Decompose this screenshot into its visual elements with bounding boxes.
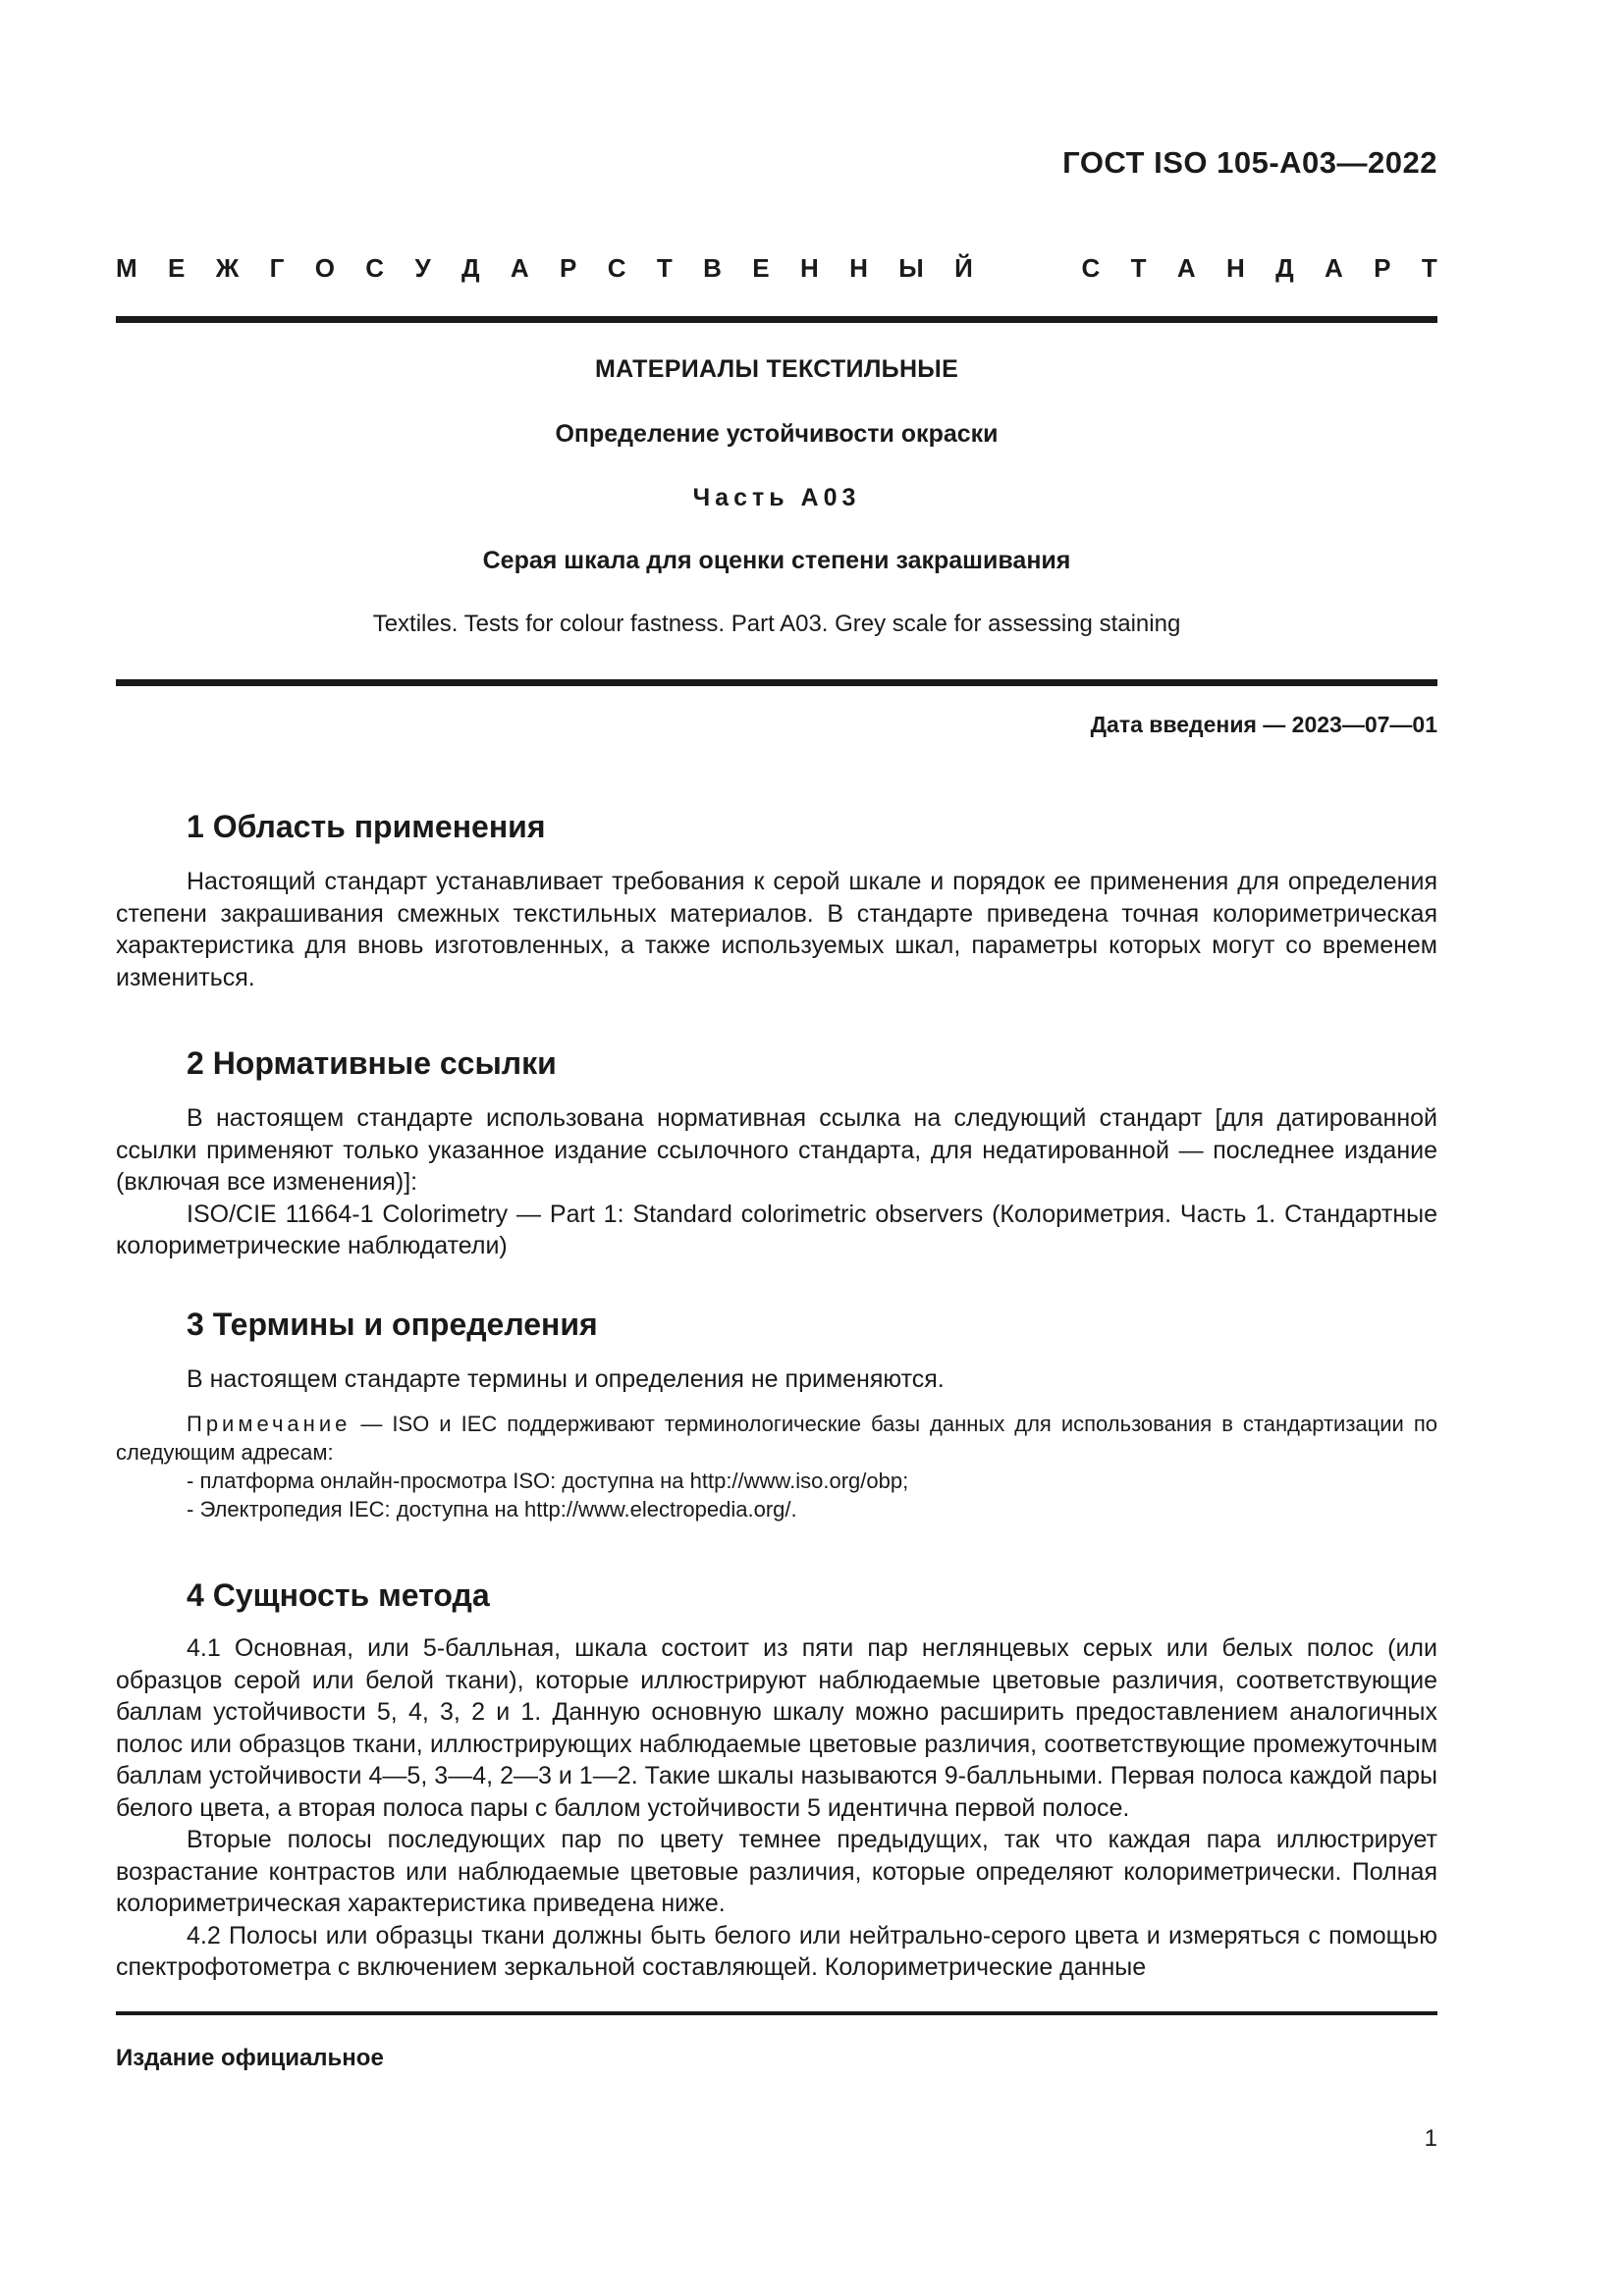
- banner-letter: Е: [752, 253, 770, 283]
- paragraph: В настоящем стандарте термины и определения не применяются.: [187, 1365, 945, 1393]
- banner-letter: Н: [1226, 253, 1245, 283]
- banner-letter: Р: [560, 253, 577, 283]
- introduction-date: Дата введения — 2023—07—01: [1090, 712, 1437, 737]
- note-list-item: - Электропедия IEC: доступна на http://www.electropedia.org/.: [187, 1496, 797, 1522]
- document-title: МАТЕРИАЛЫ ТЕКСТИЛЬНЫЕ: [594, 355, 959, 383]
- document-subtitle-2: Серая шкала для оценки степени закрашивания: [482, 547, 1071, 574]
- banner-letter: С: [1081, 253, 1101, 283]
- paragraph: Вторые полосы последующих пар по цвету темнее предыдущих, так что каждая пара иллюстрирует возрастание контрастов или наблюдаемые цветовые различия, которые определяют колориметрически. Полная колориметрическая характеристика приведена ниже.: [116, 1826, 1437, 1917]
- paragraph: 4.1 Основная, или 5-балльная, шкала состоит из пяти пар неглянцевых серых или белых полос (или образцов серой или белой ткани), которые иллюстрируют наблюдаемые цветовые различия, соответствующие баллам устойчивости 5, 4, 3, 2 и 1. Данную основную шкалу можно расширить предоставлением аналогичных полос или образцов ткани, иллюстрирующих наблюдаемые цветовые различия, соответствующие промежуточным баллам устойчивости 4—5, 3—4, 2—3 и 1—2. Такие шкалы называются 9-балльными. Первая полоса каждой пары белого цвета, а вторая полоса пары с баллом устойчивости 5 идентична первой полосе.: [116, 1634, 1437, 1822]
- banner-letter: А: [1176, 253, 1196, 283]
- banner-letter: У: [414, 253, 431, 283]
- document-subtitle: Определение устойчивости окраски: [555, 420, 999, 448]
- banner-word-gap: [1003, 253, 1051, 284]
- section-heading: 1 Область применения: [187, 809, 546, 844]
- official-edition-label: Издание официальное: [116, 2045, 384, 2071]
- banner-letter: Д: [1275, 253, 1294, 283]
- footer-divider: [116, 2011, 1437, 2015]
- banner-letter: Е: [168, 253, 186, 283]
- paragraph: 4.2 Полосы или образцы ткани должны быть белого или нейтрально-серого цвета и измеряться с помощью спектрофотометра с включением зеркальной составляющей. Колориметрические данные: [116, 1921, 1437, 1981]
- banner-letter: Р: [1374, 253, 1391, 283]
- banner-letter: Й: [954, 253, 973, 283]
- standard-code: ГОСТ ISO 105-A03—2022: [1062, 145, 1437, 180]
- note-text: — ISO и IEC поддерживают терминологические базы данных для использования в стандартизации по следующим адресам:: [116, 1411, 1437, 1465]
- section-method-essence: [116, 1575, 1437, 1984]
- banner-letter: Г: [269, 253, 285, 283]
- section-normative-references: [116, 1043, 1437, 1262]
- header-divider: [116, 316, 1437, 323]
- paragraph: Настоящий стандарт устанавливает требования к серой шкале и порядок ее применения для определения степени закрашивания смежных текстильных материалов. В стандарте приведена точная колориметрическая характеристика для вновь изготовленных, а также используемых шкал, параметры которых могут со временем измениться.: [116, 868, 1437, 991]
- banner-letter: Т: [1130, 253, 1147, 283]
- english-title: Textiles. Tests for colour fastness. Part A03. Grey scale for assessing staining: [372, 611, 1181, 637]
- banner-letter: А: [1325, 253, 1343, 283]
- note-label: Примечание: [187, 1411, 352, 1436]
- section-scope: [116, 807, 1437, 993]
- paragraph: В настоящем стандарте использована нормативная ссылка на следующий стандарт [для датированной ссылки применяют только указанное издание ссылочного стандарта, для недатированной — последнее издание (включая все изменения)]:: [116, 1104, 1437, 1196]
- banner-letter: Д: [460, 253, 480, 283]
- banner-letter: Т: [1421, 253, 1437, 283]
- banner-letter: Н: [799, 253, 819, 283]
- interstate-standard-banner: [116, 253, 1437, 284]
- note: [116, 1410, 1437, 1467]
- document-part: Часть А03: [692, 484, 861, 511]
- page-number: 1: [1424, 2125, 1437, 2152]
- banner-letter: А: [510, 253, 529, 283]
- banner-letter: В: [703, 253, 722, 283]
- banner-letter: С: [607, 253, 626, 283]
- section-heading: 4 Сущность метода: [187, 1577, 490, 1613]
- section-heading: 2 Нормативные ссылки: [187, 1045, 557, 1081]
- paragraph: ISO/CIE 11664-1 Colorimetry — Part 1: Standard colorimetric observers (Колориметрия. Часть 1. Стандартные колориметрические наблюдатели): [116, 1200, 1437, 1259]
- banner-letter: Ж: [215, 253, 240, 283]
- banner-letter: С: [365, 253, 385, 283]
- banner-letter: Н: [849, 253, 868, 283]
- section-terms-definitions: [116, 1305, 1437, 1523]
- title-divider: [116, 679, 1437, 686]
- banner-letter: Ы: [898, 253, 924, 283]
- banner-letter: М: [116, 253, 137, 283]
- note-list-item: - платформа онлайн-просмотра ISO: доступна на http://www.iso.org/obp;: [187, 1468, 909, 1493]
- section-heading: 3 Термины и определения: [187, 1307, 598, 1342]
- banner-letter: О: [314, 253, 335, 283]
- banner-letter: Т: [656, 253, 673, 283]
